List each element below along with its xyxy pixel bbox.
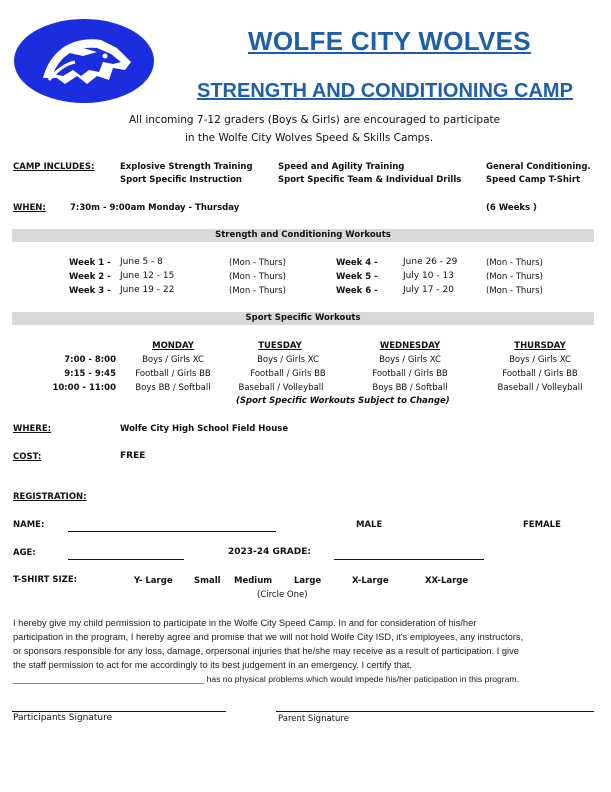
time-slot: 7:00 - 8:00	[64, 355, 116, 365]
week-days: (Mon - Thurs)	[486, 272, 543, 282]
waiver-line: the staff permission to act for me accordingly to its best judgement in an emergency. I certify that,	[13, 660, 413, 670]
schedule-cell: Baseball / Volleyball	[497, 383, 583, 393]
week-label: Week 5 -	[336, 272, 378, 282]
size-option[interactable]: X-Large	[352, 576, 389, 586]
age-label: AGE:	[13, 548, 36, 558]
week-dates: June 26 - 29	[403, 257, 458, 267]
where-value: Wolfe City High School Field House	[120, 424, 289, 434]
camp-includes-item: Sport Specific Team & Individual Drills	[278, 175, 462, 185]
page-subtitle: STRENGTH AND CONDITIONING CAMP	[197, 80, 573, 102]
schedule-cell: Boys BB / Softball	[372, 383, 448, 393]
week-dates: July 10 - 13	[403, 271, 454, 281]
wolf-head-logo-icon	[13, 18, 155, 104]
parent-signature-line[interactable]	[276, 711, 594, 712]
when-value: 7:30m - 9:00am Monday - Thursday	[70, 203, 240, 213]
grade-field[interactable]	[334, 559, 484, 560]
cost-value: FREE	[120, 451, 146, 461]
size-option[interactable]: Medium	[234, 576, 273, 586]
schedule-cell: Boys / Girls XC	[257, 355, 319, 365]
participant-signature-label: Participants Signature	[13, 713, 113, 723]
week-label: Week 6 -	[336, 286, 378, 296]
schedule-cell: Boys / Girls XC	[142, 355, 204, 365]
time-slot: 9:15 - 9:45	[64, 369, 116, 379]
schedule-cell: Football / Girls BB	[250, 369, 326, 379]
schedule-cell: Football / Girls BB	[135, 369, 211, 379]
intro-line-2: in the Wolfe City Wolves Speed & Skills Camps.	[185, 132, 434, 144]
waiver-line: participation in the program, I hereby agree and promise that we will not hold Wolfe City ISD, it's employees, any instructors,	[13, 632, 524, 642]
week-label: Week 4 -	[336, 258, 378, 268]
week-dates: July 17 - 20	[403, 285, 454, 295]
week-dates: June 12 - 15	[120, 271, 175, 281]
week-days: (Mon - Thurs)	[486, 286, 543, 296]
circle-one-note: (Circle One)	[257, 590, 308, 600]
schedule-cell: Boys BB / Softball	[135, 383, 211, 393]
week-label: Week 1 -	[69, 258, 111, 268]
size-option[interactable]: Small	[194, 576, 221, 586]
parent-signature-label: Parent Signature	[278, 714, 349, 724]
name-field[interactable]	[68, 531, 276, 532]
week-label: Week 2 -	[69, 272, 111, 282]
day-header: WEDNESDAY	[379, 341, 441, 351]
workouts-header: Strength and Conditioning Workouts	[12, 229, 594, 242]
waiver-certify-line: ________________________________________ has no physical problems which would impede his/her paticipation in this program.	[13, 674, 519, 684]
schedule-note: (Sport Specific Workouts Subject to Change)	[236, 396, 450, 406]
week-days: (Mon - Thurs)	[229, 286, 286, 296]
week-days: (Mon - Thurs)	[486, 258, 543, 268]
time-slot: 10:00 - 11:00	[52, 383, 116, 393]
day-header: TUESDAY	[258, 341, 302, 351]
registration-label: REGISTRATION:	[13, 492, 87, 502]
tshirt-size-label: T-SHIRT SIZE:	[13, 575, 78, 585]
age-field[interactable]	[68, 559, 184, 560]
male-option[interactable]: MALE	[356, 520, 383, 530]
waiver-line: or sponsors responsible for any loss, damage, orpersonal injuries that he/she may receive as a result of participation. I give	[13, 646, 519, 656]
week-days: (Mon - Thurs)	[229, 272, 286, 282]
waiver-line: I hereby give my child permission to participate in the Wolfe City Speed Camp. In and for consideration of his/her	[13, 618, 477, 628]
camp-includes-item: Speed and Agility Training	[278, 162, 405, 172]
size-option[interactable]: Large	[294, 576, 322, 586]
size-option[interactable]: Y- Large	[134, 576, 173, 586]
day-header: THURSDAY	[514, 341, 566, 351]
intro-line-1: All incoming 7-12 graders (Boys & Girls) are encouraged to participate	[129, 114, 501, 126]
page-title: WOLFE CITY WOLVES	[248, 26, 531, 56]
day-header: MONDAY	[152, 341, 194, 351]
where-label: WHERE:	[13, 424, 52, 434]
name-label: NAME:	[13, 520, 45, 530]
camp-includes-label: CAMP INCLUDES:	[13, 162, 95, 172]
week-dates: June 19 - 22	[120, 285, 175, 295]
grade-label: 2023-24 GRADE:	[228, 547, 311, 557]
when-label: WHEN:	[13, 203, 46, 213]
week-label: Week 3 -	[69, 286, 111, 296]
cost-label: COST:	[13, 452, 42, 462]
schedule-cell: Football / Girls BB	[502, 369, 578, 379]
female-option[interactable]: FEMALE	[523, 520, 561, 530]
schedule-cell: Baseball / Volleyball	[238, 383, 324, 393]
camp-includes-item: General Conditioning.	[486, 162, 591, 172]
schedule-cell: Boys / Girls XC	[509, 355, 571, 365]
week-days: (Mon - Thurs)	[229, 258, 286, 268]
camp-includes-item: Sport Specific Instruction	[120, 175, 242, 185]
sport-specific-header: Sport Specific Workouts	[12, 312, 594, 325]
week-dates: June 5 - 8	[120, 257, 163, 267]
schedule-cell: Boys / Girls XC	[379, 355, 441, 365]
schedule-cell: Football / Girls BB	[372, 369, 448, 379]
camp-includes-item: Speed Camp T-Shirt	[486, 175, 581, 185]
participant-signature-line[interactable]	[12, 711, 226, 712]
when-duration: (6 Weeks )	[486, 203, 537, 213]
camp-includes-item: Explosive Strength Training	[120, 162, 253, 172]
size-option[interactable]: XX-Large	[425, 576, 469, 586]
